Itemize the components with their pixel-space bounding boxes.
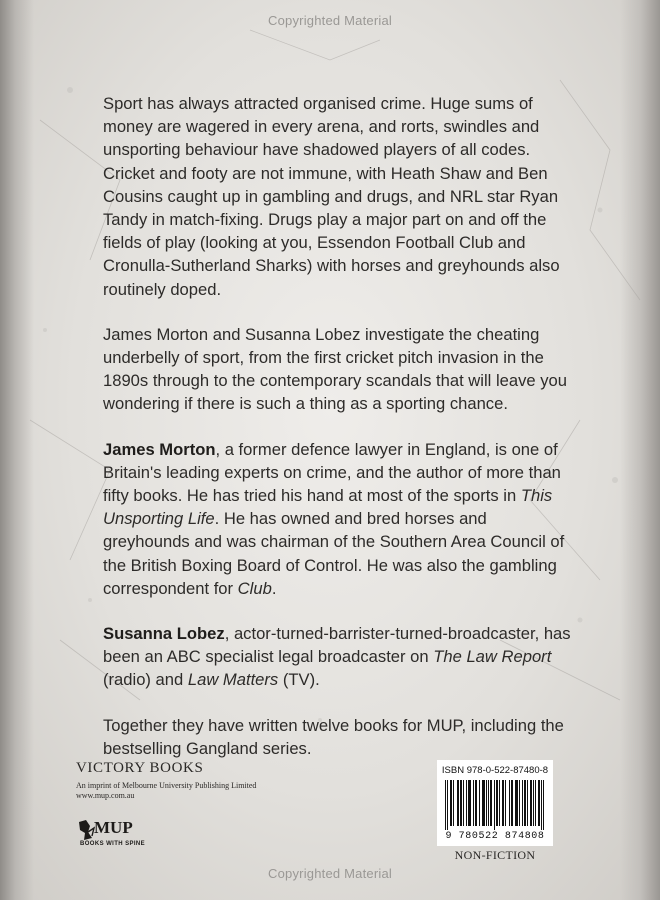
barcode-bar: [490, 780, 491, 826]
barcode-bar: [531, 780, 532, 826]
blurb-paragraph-1: Sport has always attracted organised crime. Huge sums of money are wagered in every arena, and rorts, swindles and unsporting behaviour have shadowed players of all codes. Cricket and footy are not immune, with Heath Shaw and Ben Cousins caught up in gambling and drugs, and NRL star Ryan Tandy in match-fixing. Drugs play a major part on and off the fields of play (looking at you, Essendon Football Club and Cronulla-Sutherland Sharks) with horses and greyhounds also routinely doped.: [103, 94, 560, 299]
barcode-bar: [491, 780, 492, 826]
barcode-bar: [499, 780, 500, 826]
barcode-bar: [517, 780, 518, 826]
show-title: The Law Report: [433, 647, 552, 667]
barcode-bar: [445, 780, 446, 830]
barcode-bar: [470, 780, 471, 826]
barcode-bar: [515, 780, 516, 826]
copyright-watermark-bottom: Copyrighted Material: [268, 866, 392, 881]
publisher-url: www.mup.com.au: [76, 791, 135, 800]
book-title: This Unsporting Life: [103, 486, 553, 529]
barcode-bar: [538, 780, 539, 826]
barcode-bar: [502, 780, 503, 826]
mup-logo-text: MUP: [94, 818, 133, 837]
barcode-bar: [524, 780, 525, 826]
barcode-bar: [468, 780, 469, 826]
barcode-bar: [488, 780, 489, 826]
publisher-block: [76, 760, 326, 801]
author-name: Susanna Lobez: [103, 624, 225, 644]
barcode-bar: [463, 780, 464, 826]
barcode-bar: [457, 780, 458, 826]
imprint-note: An imprint of Melbourne University Publishing Limited: [76, 781, 257, 790]
barcode-bar: [458, 780, 459, 826]
show-title: Law Matters: [187, 670, 279, 690]
barcode-bar: [505, 780, 506, 826]
author-bio-james-morton: [103, 438, 573, 600]
barcode-bar: [476, 780, 477, 826]
category-label: NON-FICTION: [454, 848, 536, 862]
barcode-bar: [543, 780, 544, 830]
author-bio-text: , a former defence lawyer in England, is one of Britain's leading experts on crime, and the author of more than fifty books. He has tried his hand at most of the sports in: [103, 439, 561, 506]
barcode-bar: [533, 780, 534, 826]
barcode-bar: [479, 780, 480, 826]
barcode-bars: [445, 780, 545, 830]
barcode-bar: [496, 780, 497, 826]
barcode-bar: [469, 780, 470, 826]
barcode-digits: 9 780522 874808: [445, 831, 545, 842]
barcode-bar: [535, 780, 536, 826]
author-bio-text: (radio) and: [103, 670, 188, 690]
barcode-bar: [460, 780, 461, 826]
isbn-barcode: [437, 760, 553, 846]
barcode-bar: [511, 780, 512, 826]
barcode-bar: [447, 780, 448, 830]
barcode-bar: [527, 780, 528, 826]
imprint-name: VICTORY BOOKS: [76, 760, 204, 776]
barcode-bar: [466, 780, 467, 826]
barcode-bar: [539, 780, 540, 826]
blurb-text: [103, 92, 573, 782]
barcode-bar: [453, 780, 454, 826]
barcode-bar: [482, 780, 483, 826]
barcode-bar: [451, 780, 452, 826]
author-bio-text: , actor-turned-barrister-turned-broadcaster, has been an ABC specialist legal broadcaster on: [103, 624, 571, 667]
barcode-bar: [473, 780, 474, 826]
barcode-bar: [530, 780, 531, 826]
copyright-watermark-top: Copyrighted Material: [268, 13, 392, 28]
author-bio-text: . He has owned and bred horses and greyhounds and was chairman of the Southern Area Council of the British Boxing Board of Control. He was also the gambling correspondent for: [103, 509, 565, 598]
blurb-paragraph-2: James Morton and Susanna Lobez investigate the cheating underbelly of sport, from the first cricket pitch invasion in the 1890s through to the contemporary scandals that will leave you wondering if there is such a thing as a sporting chance.: [103, 324, 567, 414]
barcode-bar: [486, 780, 487, 826]
barcode-bar: [503, 780, 504, 826]
mup-logo-tagline: BOOKS WITH SPINE: [80, 841, 146, 847]
author-name: James Morton: [103, 439, 216, 459]
barcode-bar: [450, 780, 451, 826]
closing-paragraph: Together they have written twelve books for MUP, including the bestselling Gangland series.: [103, 715, 564, 758]
barcode-bar: [497, 780, 498, 826]
barcode-bar: [512, 780, 513, 826]
author-bio-susanna-lobez: [103, 622, 573, 692]
barcode-bar: [541, 780, 542, 830]
barcode-bar: [484, 780, 485, 826]
barcode-bar: [519, 780, 520, 826]
magazine-title: Club: [237, 578, 272, 598]
barcode-bar: [509, 780, 510, 826]
barcode-bar: [525, 780, 526, 826]
barcode-bar: [461, 780, 462, 826]
barcode-bar: [483, 780, 484, 826]
barcode-bar: [522, 780, 523, 826]
barcode-bar: [475, 780, 476, 826]
isbn-number: ISBN 978-0-522-87480-8: [441, 765, 549, 776]
barcode-bar: [516, 780, 517, 826]
author-bio-text: .: [271, 578, 277, 598]
author-bio-text: (TV).: [278, 670, 320, 690]
barcode-bar: [494, 780, 495, 830]
